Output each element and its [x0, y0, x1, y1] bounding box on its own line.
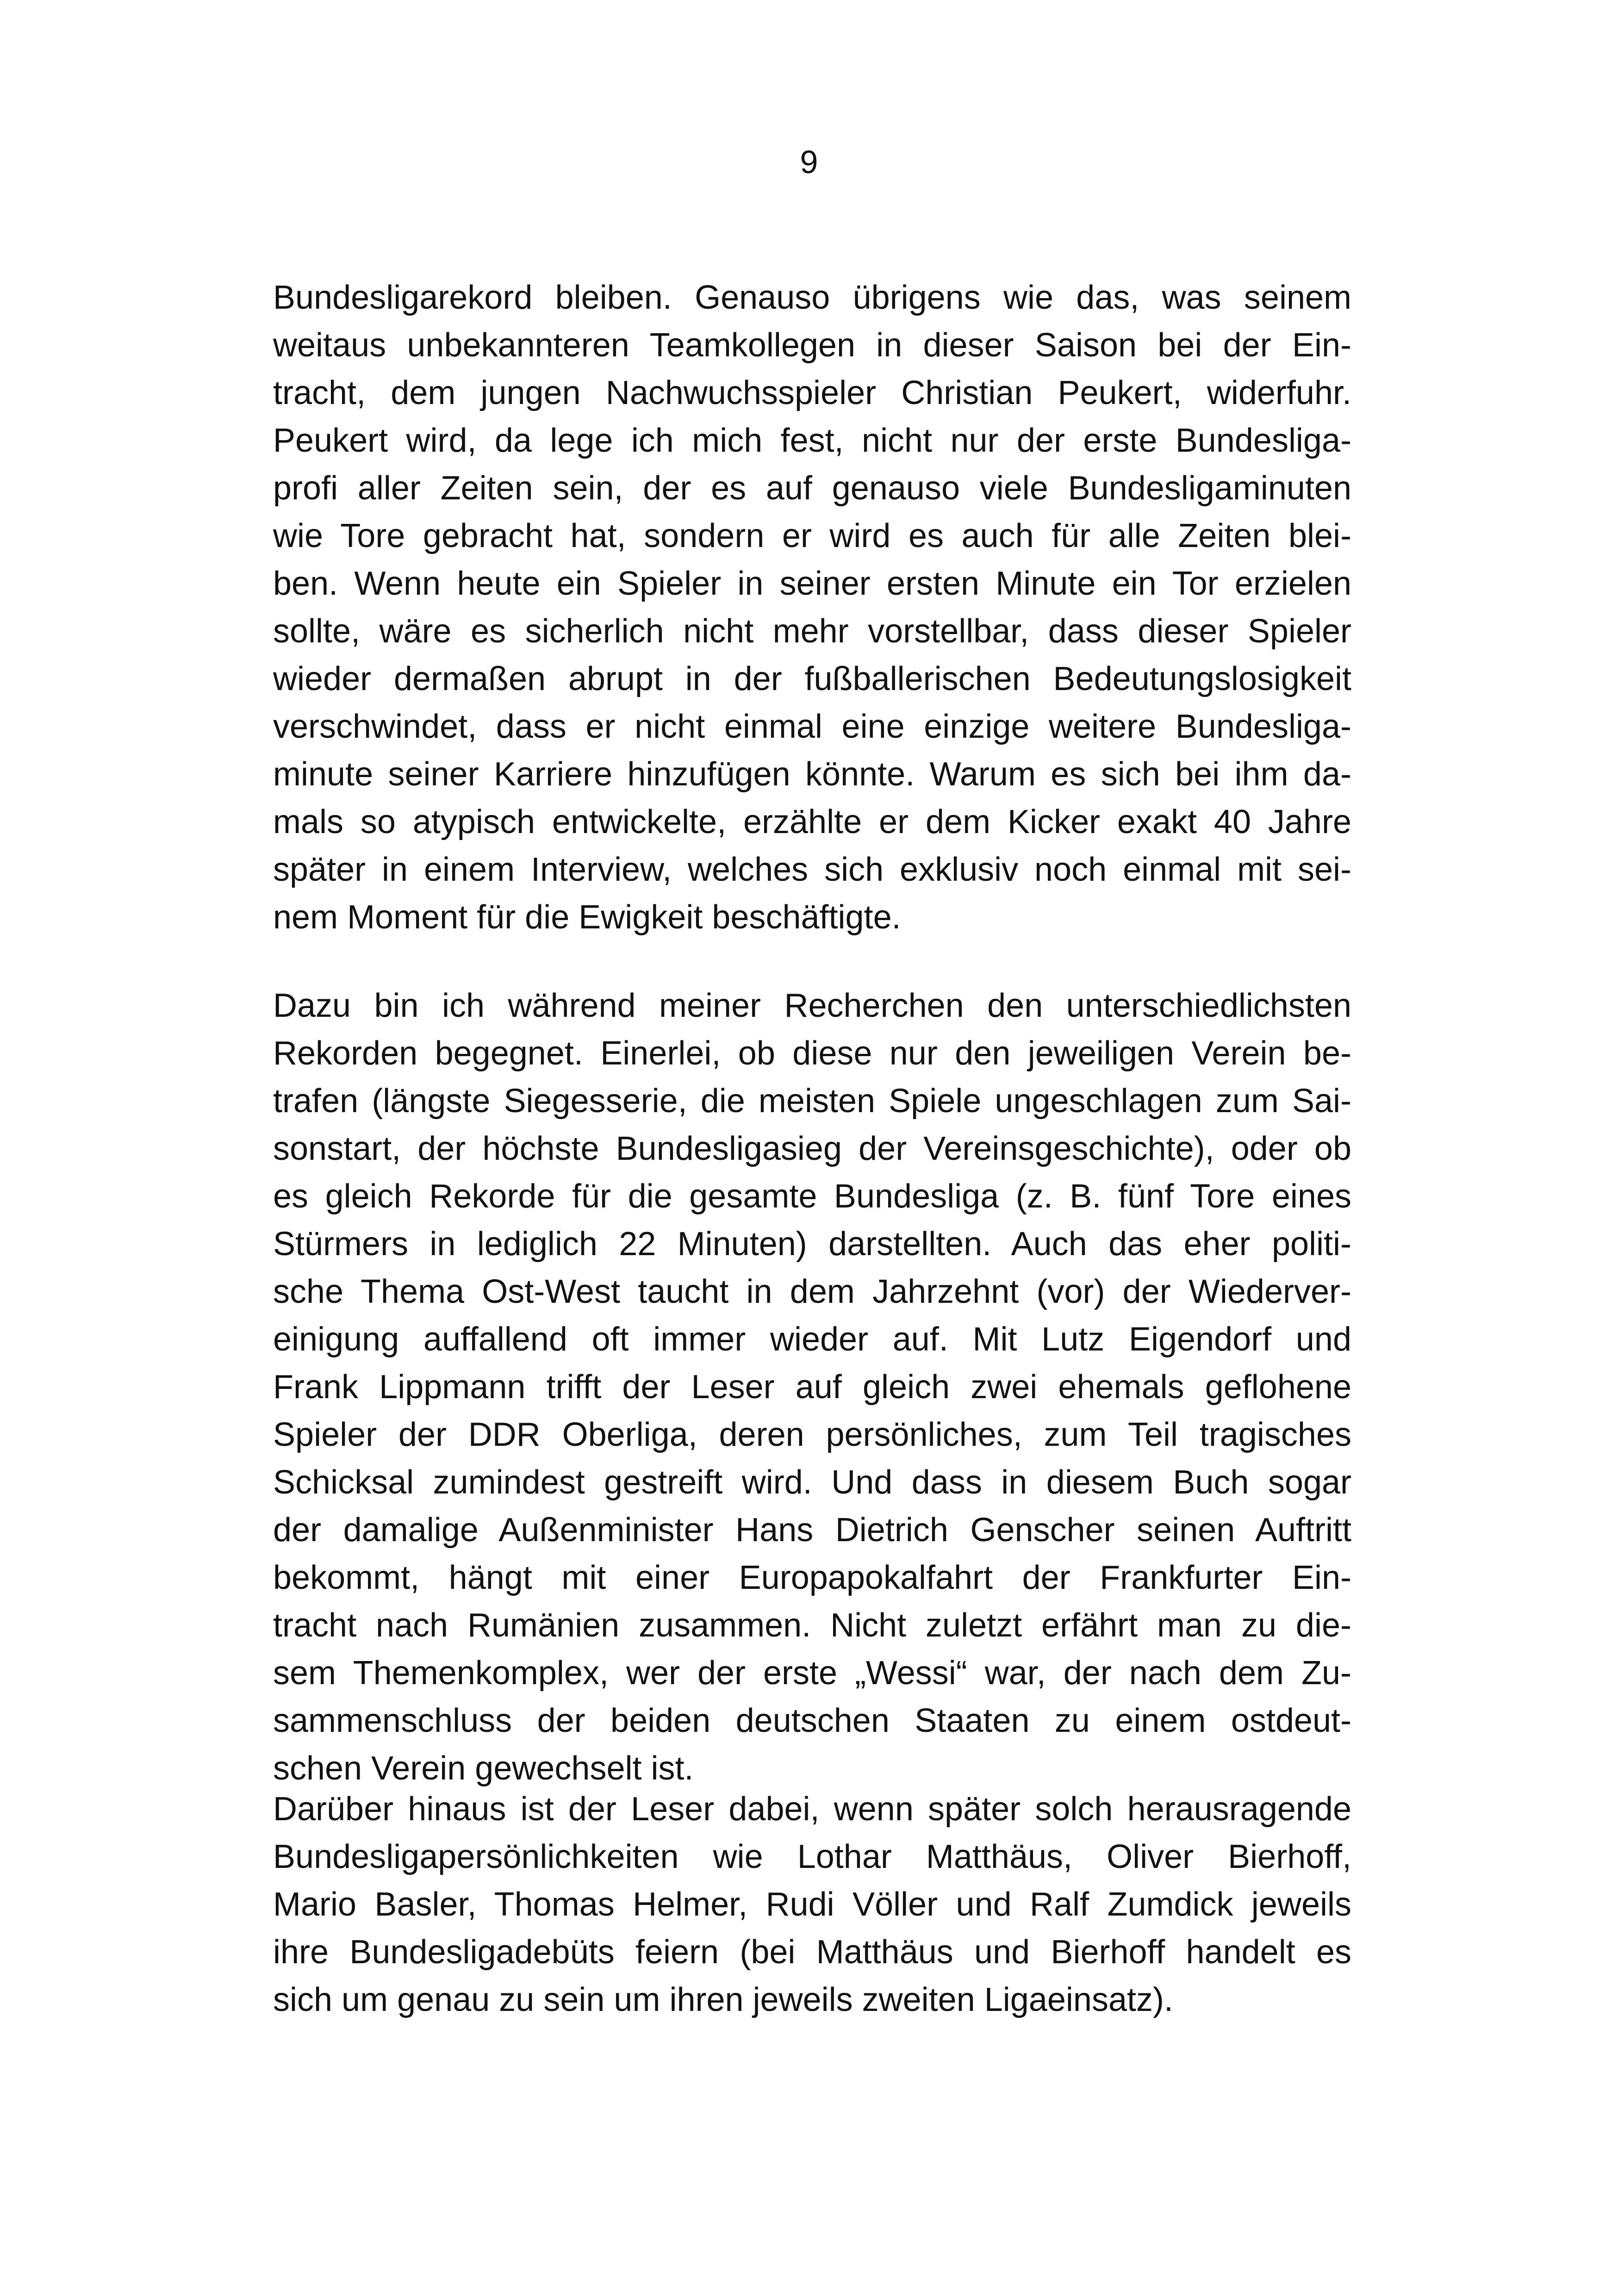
text-line: tracht nach Rumänien zusammen. Nicht zuletzt erfährt man zu die- [273, 1607, 1351, 1644]
text-line: minute seiner Karriere hinzufügen könnte. Warum es sich bei ihm da- [273, 756, 1351, 793]
text-line: der damalige Außenminister Hans Dietrich Genscher seinen Auftritt [273, 1512, 1351, 1549]
text-line: weitaus unbekannteren Teamkollegen in dieser Saison bei der Ein- [273, 327, 1351, 364]
paragraph [273, 274, 1351, 941]
paragraph [273, 1786, 1351, 2024]
text-line: es gleich Rekorde für die gesamte Bundesliga (z. B. fünf Tore eines [273, 1178, 1351, 1215]
text-line: Spieler der DDR Oberliga, deren persönliches, zum Teil tragisches [273, 1416, 1351, 1453]
text-line: verschwindet, dass er nicht einmal eine einzige weitere Bundesliga- [273, 708, 1351, 745]
text-line: einigung auffallend oft immer wieder auf. Mit Lutz Eigendorf und [273, 1321, 1351, 1358]
text-line: tracht, dem jungen Nachwuchsspieler Christian Peukert, widerfuhr. [273, 374, 1351, 411]
text-line: Bundesligapersönlichkeiten wie Lothar Matthäus, Oliver Bierhoff, [273, 1838, 1351, 1875]
paragraph [273, 982, 1351, 1792]
text-line: ihre Bundesligadebüts feiern (bei Matthäus und Bierhoff handelt es [273, 1934, 1351, 1971]
text-line: mals so atypisch entwickelte, erzählte er dem Kicker exakt 40 Jahre [273, 803, 1351, 840]
text-line: profi aller Zeiten sein, der es auf genauso viele Bundesligaminuten [273, 470, 1351, 507]
text-line: Darüber hinaus ist der Leser dabei, wenn später solch herausragende [273, 1791, 1351, 1828]
text-line: sem Themenkomplex, wer der erste „Wessi“ war, der nach dem Zu- [273, 1655, 1351, 1692]
text-line: Stürmers in lediglich 22 Minuten) darstellten. Auch das eher politi- [273, 1226, 1351, 1263]
text-line: Frank Lippmann trifft der Leser auf gleich zwei ehemals geflohene [273, 1369, 1351, 1406]
text-line: wie Tore gebracht hat, sondern er wird es auch für alle Zeiten blei- [273, 517, 1351, 554]
text-line: Peukert wird, da lege ich mich fest, nicht nur der erste Bundesliga- [273, 422, 1351, 459]
text-line: später in einem Interview, welches sich exklusiv noch einmal mit sei- [273, 851, 1351, 888]
page-number: 9 [800, 144, 818, 180]
text-line: schen Verein gewechselt ist. [273, 1750, 694, 1787]
text-line: ben. Wenn heute ein Spieler in seiner ersten Minute ein Tor erzielen [273, 565, 1351, 602]
text-line: sich um genau zu sein um ihren jeweils zweiten Ligaeinsatz). [273, 1981, 1173, 2018]
text-line: bekommt, hängt mit einer Europapokalfahrt der Frankfurter Ein- [273, 1559, 1351, 1596]
text-line: Bundesligarekord bleiben. Genauso übrigens wie das, was seinem [273, 279, 1351, 316]
text-line: Mario Basler, Thomas Helmer, Rudi Völler und Ralf Zumdick jeweils [273, 1886, 1351, 1923]
text-line: sammenschluss der beiden deutschen Staaten zu einem ostdeut- [273, 1702, 1351, 1739]
text-line: sonstart, der höchste Bundesligasieg der Vereinsgeschichte), oder ob [273, 1130, 1351, 1167]
text-line: Dazu bin ich während meiner Recherchen den unterschiedlichsten [273, 987, 1351, 1024]
text-line: sche Thema Ost-West taucht in dem Jahrzehnt (vor) der Wiederver- [273, 1273, 1351, 1310]
text-line: Rekorden begegnet. Einerlei, ob diese nur den jeweiligen Verein be- [273, 1035, 1351, 1072]
text-line: nem Moment für die Ewigkeit beschäftigte. [273, 899, 901, 936]
text-line: sollte, wäre es sicherlich nicht mehr vorstellbar, dass dieser Spieler [273, 613, 1351, 650]
text-line: Schicksal zumindest gestreift wird. Und dass in diesem Buch sogar [273, 1464, 1351, 1501]
text-line: trafen (längste Siegesserie, die meisten Spiele ungeschlagen zum Sai- [273, 1083, 1351, 1120]
text-line: wieder dermaßen abrupt in der fußballerischen Bedeutungslosigkeit [273, 660, 1351, 697]
